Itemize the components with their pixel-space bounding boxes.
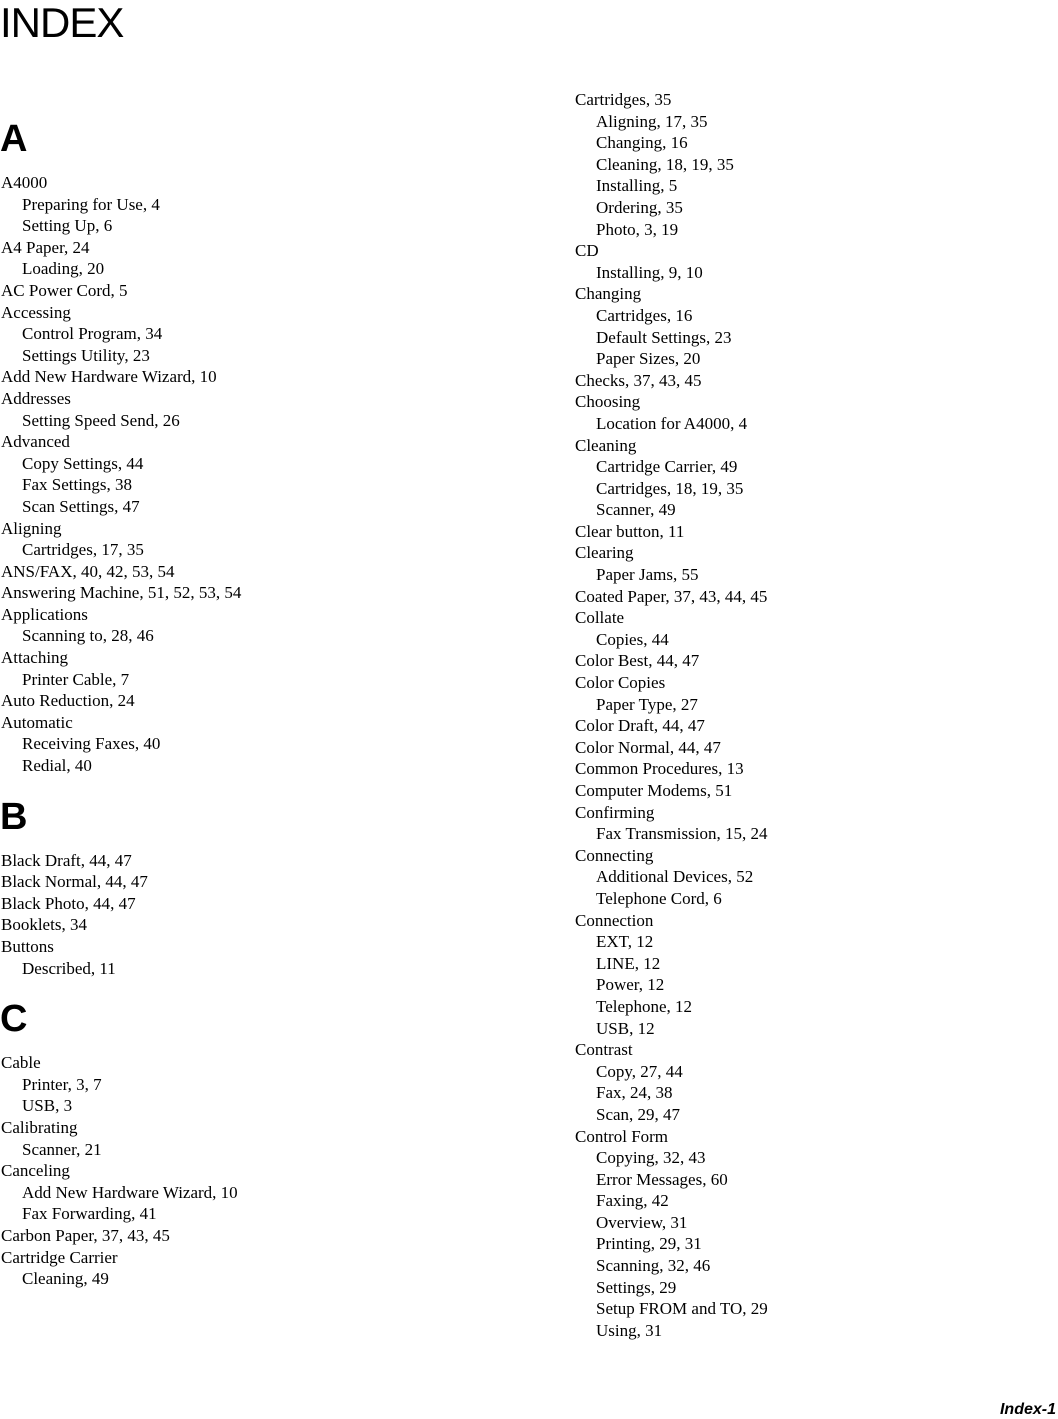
index-subentry: Paper Jams, 55	[596, 565, 699, 585]
index-subentry: Preparing for Use, 4	[22, 194, 160, 214]
index-entry: Color Copies	[575, 673, 666, 693]
index-entry: A4000	[1, 173, 48, 192]
index-entry: Clear button, 11	[575, 521, 685, 541]
index-subentry: Scanning to, 28, 46	[22, 626, 154, 646]
index-entry: Booklets, 34	[1, 915, 87, 935]
index-entry: Add New Hardware Wizard, 10	[1, 367, 217, 387]
index-subentry: Default Settings, 23	[596, 327, 732, 347]
index-entry: Calibrating	[1, 1117, 78, 1137]
index-entry: Attaching	[1, 648, 69, 668]
index-subentry: Faxing, 42	[596, 1191, 669, 1211]
index-subentry: Telephone Cord, 6	[596, 888, 722, 908]
index-subentry: Photo, 3, 19	[596, 219, 679, 239]
index-entry: Applications	[1, 604, 88, 624]
index-subentry: USB, 3	[22, 1096, 73, 1116]
page-footer-label: Index-1	[999, 1401, 1056, 1418]
index-entry: CD	[575, 241, 599, 261]
index-subentry: Copies, 44	[596, 629, 669, 649]
index-subentry: Scanner, 21	[22, 1139, 102, 1159]
index-entry: Carbon Paper, 37, 43, 45	[1, 1225, 170, 1245]
section-letter-heading: C	[0, 998, 28, 1041]
index-subentry: Paper Sizes, 20	[596, 349, 701, 369]
index-subentry: Cartridge Carrier, 49	[596, 457, 738, 477]
index-subentry: Cleaning, 49	[22, 1269, 109, 1289]
index-subentry: Ordering, 35	[596, 197, 683, 217]
index-subentry: Paper Type, 27	[596, 694, 698, 714]
index-entry: Cartridge Carrier	[1, 1247, 118, 1267]
index-entry: Clearing	[575, 543, 634, 563]
index-subentry: Location for A4000, 4	[596, 413, 748, 433]
index-entry: Addresses	[1, 388, 71, 408]
index-subentry: Printer, 3, 7	[22, 1074, 102, 1094]
index-entry: Collate	[575, 608, 625, 628]
index-subentry: Cleaning, 18, 19, 35	[596, 154, 734, 174]
index-subentry: Setting Speed Send, 26	[22, 410, 180, 430]
index-subentry: Copying, 32, 43	[596, 1148, 706, 1168]
index-subentry: Copy Settings, 44	[22, 453, 144, 473]
index-subentry: Scanner, 49	[596, 500, 676, 520]
index-entry: Aligning	[1, 518, 62, 538]
section-letter-heading: A	[0, 118, 28, 160]
index-column-left	[1, 114, 471, 1290]
index-subentry: Redial, 40	[22, 756, 92, 776]
index-entry: Changing	[575, 284, 642, 304]
index-subentry: Control Program, 34	[22, 324, 163, 344]
index-entry: Cleaning	[575, 435, 637, 455]
index-subentry: Power, 12	[596, 975, 665, 995]
index-subentry: Scanning, 32, 46	[596, 1256, 711, 1276]
page-title: INDEX	[0, 0, 124, 46]
index-subentry: Loading, 20	[22, 259, 105, 279]
index-subentry: Fax Forwarding, 41	[22, 1204, 157, 1224]
index-entry: Checks, 37, 43, 45	[575, 370, 702, 390]
index-subentry: Scan Settings, 47	[22, 496, 140, 516]
index-subentry: Fax Settings, 38	[22, 475, 133, 495]
index-entry: Color Normal, 44, 47	[575, 737, 721, 757]
index-subentry: Overview, 31	[596, 1212, 688, 1232]
index-subentry: Changing, 16	[596, 133, 688, 153]
index-entry: Control Form	[575, 1126, 669, 1146]
index-entry: Answering Machine, 51, 52, 53, 54	[1, 583, 242, 603]
index-entry: Black Normal, 44, 47	[1, 872, 148, 892]
index-entry: Advanced	[1, 432, 70, 452]
index-entry: AC Power Cord, 5	[1, 280, 128, 300]
index-subentry: Receiving Faxes, 40	[22, 734, 161, 754]
index-subentry: USB, 12	[596, 1018, 655, 1038]
index-subentry: Error Messages, 60	[596, 1169, 728, 1189]
index-column-right	[575, 89, 1045, 1341]
index-entry: Canceling	[1, 1161, 70, 1181]
index-subentry: LINE, 12	[596, 953, 661, 973]
index-entry: Black Photo, 44, 47	[1, 893, 136, 913]
index-entry: Color Best, 44, 47	[575, 651, 700, 671]
index-subentry: Installing, 9, 10	[596, 262, 703, 282]
index-subentry: Printer Cable, 7	[22, 669, 130, 689]
index-subentry: Cartridges, 18, 19, 35	[596, 478, 744, 498]
index-subentry: Setup FROM and TO, 29	[596, 1299, 768, 1319]
index-subentry: Settings, 29	[596, 1277, 677, 1297]
index-entry: Coated Paper, 37, 43, 44, 45	[575, 586, 768, 606]
index-subentry: Cartridges, 17, 35	[22, 540, 144, 560]
index-entry: ANS/FAX, 40, 42, 53, 54	[1, 561, 175, 581]
index-subentry: EXT, 12	[596, 932, 654, 952]
index-entry: A4 Paper, 24	[1, 237, 90, 257]
index-entry: Auto Reduction, 24	[1, 691, 135, 711]
index-subentry: Additional Devices, 52	[596, 867, 754, 887]
index-entry: Cartridges, 35	[575, 90, 672, 109]
index-entry: Connecting	[575, 845, 654, 865]
index-subentry: Cartridges, 16	[596, 305, 693, 325]
index-entry: Computer Modems, 51	[575, 781, 733, 800]
index-subentry: Add New Hardware Wizard, 10	[22, 1182, 238, 1202]
index-subentry: Described, 11	[22, 958, 116, 978]
index-subentry: Scan, 29, 47	[596, 1104, 681, 1124]
index-subentry: Using, 31	[596, 1320, 663, 1340]
index-entry: Connection	[575, 910, 654, 930]
index-entry: Accessing	[1, 302, 71, 322]
index-entry: Common Procedures, 13	[575, 759, 744, 779]
index-entry: Color Draft, 44, 47	[575, 716, 705, 736]
index-entry: Contrast	[575, 1040, 633, 1060]
index-entry: Black Draft, 44, 47	[1, 850, 132, 870]
index-entry: Buttons	[1, 937, 54, 956]
index-subentry: Fax, 24, 38	[596, 1083, 673, 1103]
index-subentry: Installing, 5	[596, 176, 678, 196]
index-entry: Choosing	[575, 392, 641, 412]
index-subentry: Settings Utility, 23	[22, 345, 150, 365]
index-entry: Automatic	[1, 712, 73, 732]
index-entry: Confirming	[575, 802, 655, 822]
index-entry: Cable	[1, 1053, 41, 1073]
index-subentry: Telephone, 12	[596, 996, 693, 1016]
index-subentry: Fax Transmission, 15, 24	[596, 824, 768, 844]
index-subentry: Setting Up, 6	[22, 216, 113, 236]
index-subentry: Aligning, 17, 35	[596, 111, 708, 131]
index-subentry: Printing, 29, 31	[596, 1234, 702, 1254]
index-subentry: Copy, 27, 44	[596, 1061, 683, 1081]
section-letter-heading: B	[0, 795, 28, 838]
